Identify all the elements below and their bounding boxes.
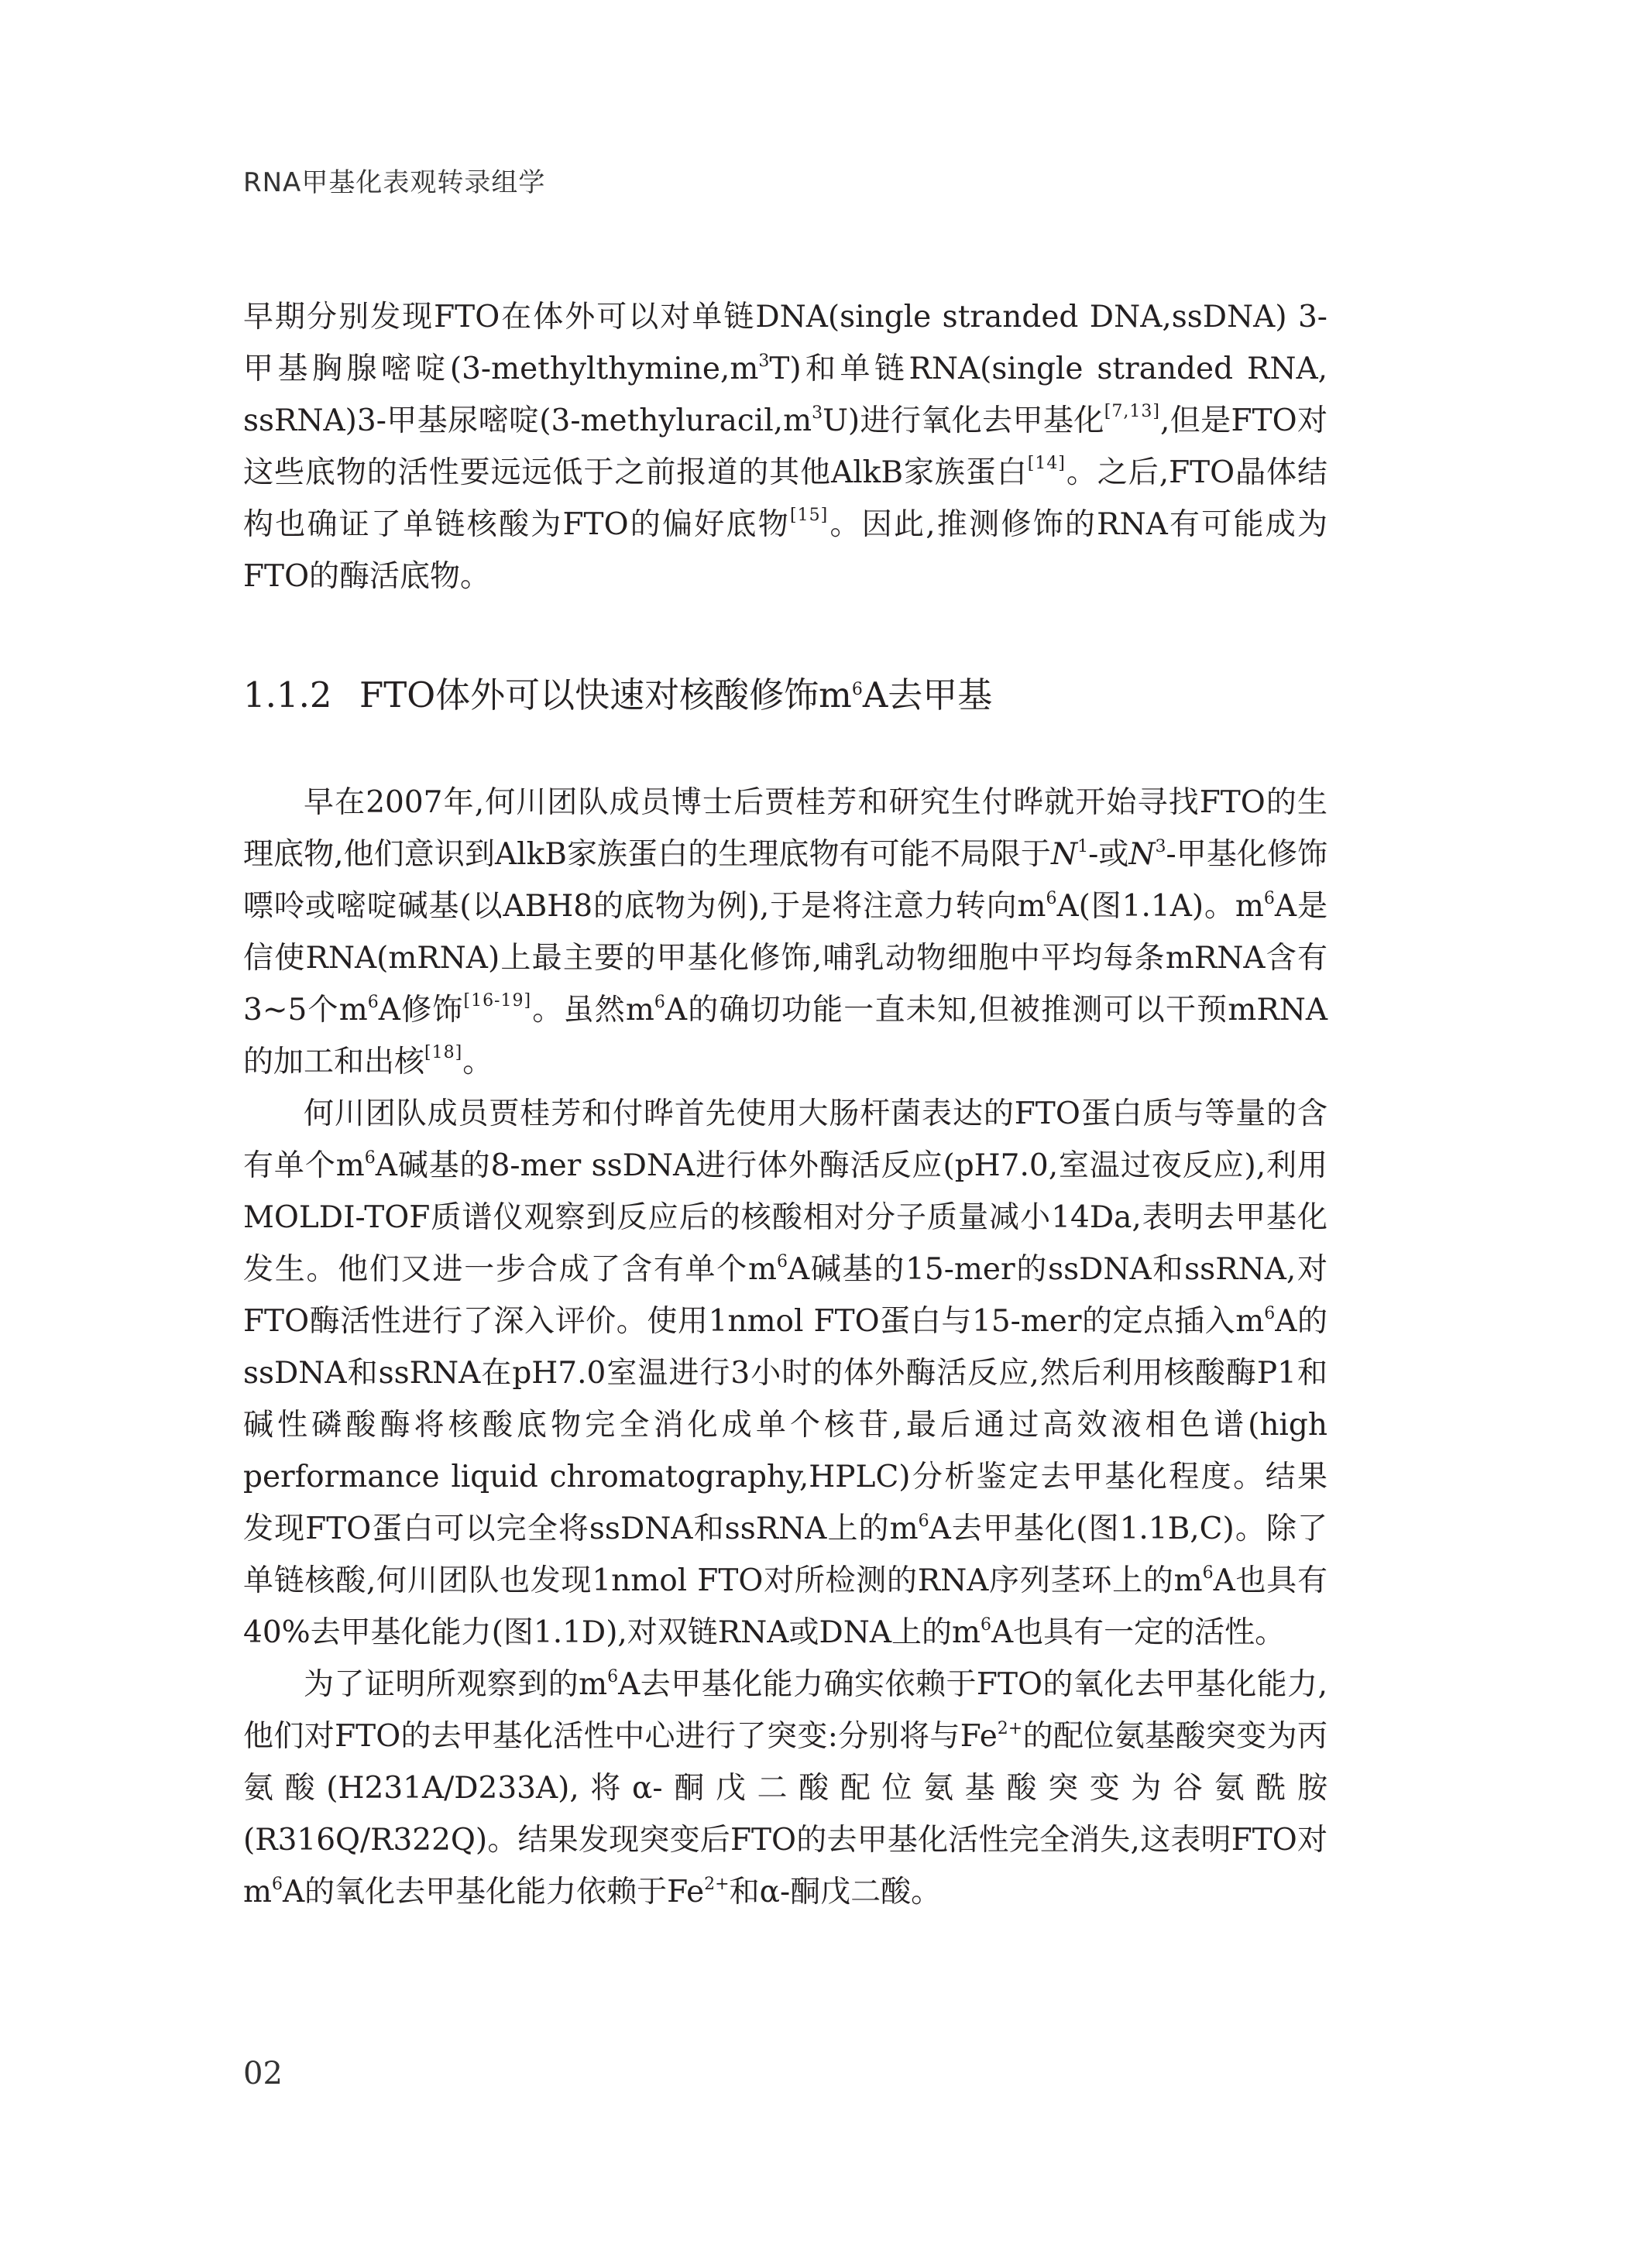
italic-n: N [1050, 837, 1078, 872]
text-run: U)进行氧化去甲基化 [823, 403, 1104, 438]
text-run: T)和单链RNA(single stranded RNA, [769, 352, 1328, 386]
text-run: A的确切功能一直未知,但被推测可以干预mRNA的加工和出核 [243, 993, 1327, 1079]
text-run: A的ssDNA和ssRNA在pH7.0室温进行3小时的体外酶活反应,然后利用核酸酶P1和碱性磷酸酶将核酸底物完全消化成单个核苷,最后通过高效液相色谱(high performance liquid chromatography,HPLC)分析鉴定去甲基化程度。结果发现FTO蛋白可以完全将ssDNA和ssRNA上的m [243, 1304, 1327, 1546]
superscript: 1 [1077, 837, 1089, 856]
text-run: A是信使RNA(mRNA)上最主要的甲基化修饰,哺乳动物细胞中平均每条mRNA含有3~5个m [243, 889, 1327, 1028]
superscript: 6 [1264, 1304, 1276, 1323]
superscript: 6 [1263, 889, 1275, 908]
text-run: A碱基的8-mer ssDNA进行体外酶活反应(pH7.0,室温过夜反应),利用MOLDI-TOF质谱仪观察到反应后的核酸相对分子质量减小14Da,表明去甲基化发生。他们又进一步合成了含有单个m [243, 1148, 1327, 1287]
text-run: 的配位氨基酸突变为丙氨酸(H231A/D233A),将α-酮戊二酸配位氨基酸突变为谷氨酰胺(R316Q/R322Q)。结果发现突变后FTO的去甲基化活性完全消失,这表明FTO对m [243, 1719, 1327, 1909]
text-run: 何川团队成员贾桂芳和付晔首先使用大肠杆菌表达的FTO蛋白质与等量的含有单个m [243, 1096, 1327, 1183]
superscript: 6 [918, 1511, 929, 1531]
italic-n: N [1128, 837, 1156, 872]
superscript: 6 [1202, 1563, 1214, 1583]
citation: [7,13] [1104, 402, 1160, 421]
intro-paragraph [243, 291, 1327, 602]
citation: [14] [1027, 454, 1066, 473]
text-run: 早在2007年,何川团队成员博士后贾桂芳和研究生付晔就开始寻找FTO的生理底物,他们意识到AlkB家族蛋白的生理底物有可能不局限于 [243, 785, 1327, 872]
superscript: 6 [851, 680, 863, 699]
text-run: 早期分别发现FTO在体外可以对单链DNA(single stranded DNA,ssDNA) [243, 300, 1287, 335]
text-run: ,但是FTO对这些底物的活性要远远低于之前报道的其他AlkB家族蛋白 [243, 403, 1327, 490]
superscript: 3 [812, 403, 823, 423]
superscript: 6 [271, 1875, 283, 1894]
text-run: -甲基化修饰嘌呤或嘧啶碱基(以ABH8的底物为例),于是将注意力转向m [243, 837, 1328, 924]
text-run: A(图1.1A)。m [1056, 889, 1264, 924]
superscript: 6 [1046, 889, 1057, 908]
text-run: ssRNA)3-甲基尿嘧啶(3-methyluracil,m [243, 403, 812, 438]
superscript: 3 [1155, 837, 1166, 856]
superscript: 6 [367, 993, 379, 1012]
page-number: 02 [243, 2056, 283, 2091]
paragraph-1 [243, 777, 1327, 1088]
text-run: 。因此,推测修饰的RNA有可能成为FTO的酶活底物。 [243, 507, 1327, 594]
text-run: A也具有40%去甲基化能力(图1.1D),对双链RNA或DNA上的m [243, 1563, 1327, 1650]
superscript: 6 [654, 993, 665, 1012]
superscript: 3 [758, 352, 770, 371]
citation: [16-19] [463, 991, 532, 1010]
citation: [15] [790, 506, 829, 525]
paragraph-3 [243, 1659, 1327, 1918]
text-run: -或 [1088, 837, 1129, 872]
text-run: 3-甲基胸腺嘧啶(3-methylthymine,m [243, 300, 1327, 386]
superscript: 2+ [704, 1875, 730, 1894]
superscript: 6 [981, 1615, 991, 1635]
text-run: 。之后,FTO晶体结构也确证了单链核酸为FTO的偏好底物 [243, 455, 1327, 542]
section-title: A去甲基 [862, 674, 993, 715]
superscript: 6 [364, 1148, 376, 1168]
text-run: 。虽然m [531, 993, 654, 1028]
text-run: A也具有一定的活性。 [991, 1615, 1286, 1650]
text-run: A去甲基化(图1.1B,C)。除了单链核酸,何川团队也发现1nmol FTO对所检测的RNA序列茎环上的m [243, 1511, 1327, 1598]
paragraph-2 [243, 1088, 1327, 1659]
text-run: A的氧化去甲基化能力依赖于Fe [282, 1875, 705, 1909]
section-heading [243, 672, 992, 719]
text-run: 。 [462, 1045, 493, 1079]
text-run: 和α-酮戊二酸。 [729, 1875, 942, 1909]
superscript: 6 [607, 1667, 619, 1686]
text-run: A去甲基化能力确实依赖于FTO的氧化去甲基化能力,他们对FTO的去甲基化活性中心进行了突变:分别将与Fe [243, 1667, 1328, 1754]
citation: [18] [424, 1043, 463, 1062]
section-title: FTO体外可以快速对核酸修饰m [359, 674, 852, 715]
section-body [243, 777, 1327, 1918]
text-run: 为了证明所观察到的m [304, 1667, 608, 1702]
text-run: A修饰 [378, 993, 464, 1028]
text-run: A碱基的15-mer的ssDNA和ssRNA,对FTO酶活性进行了深入评价。使用1nmol FTO蛋白与15-mer的定点插入m [243, 1252, 1327, 1339]
superscript: 6 [776, 1252, 788, 1271]
section-number: 1.1.2 [243, 674, 332, 715]
superscript: 2+ [997, 1719, 1023, 1738]
running-header: RNA甲基化表观转录组学 [243, 167, 546, 198]
